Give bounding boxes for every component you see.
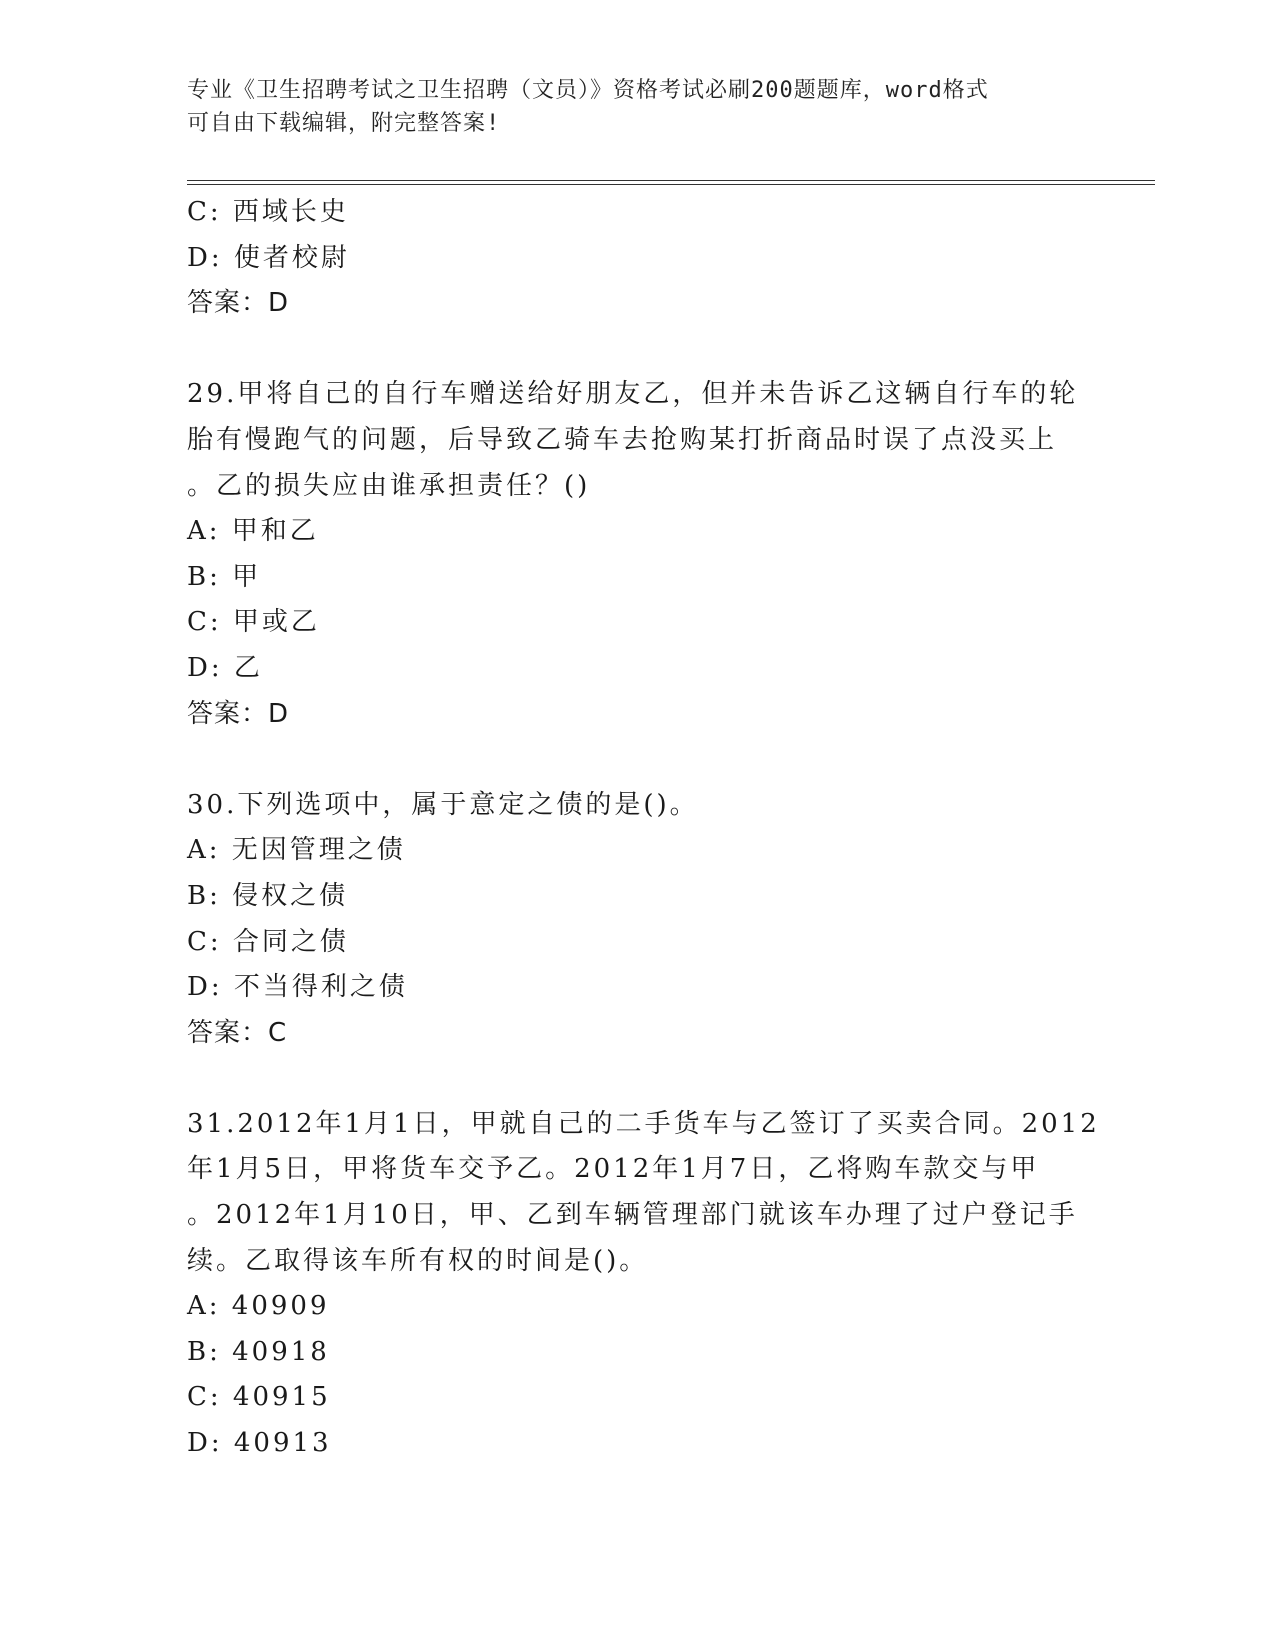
spacer: [187, 737, 1087, 783]
option-a: A: 40909: [187, 1291, 330, 1322]
header-line-1: 专业《卫生招聘考试之卫生招聘（文员）》资格考试必刷200题题库，word格式: [187, 78, 989, 103]
option-c: C: 甲或乙: [187, 607, 320, 638]
option-b: B: 侵权之债: [187, 880, 349, 911]
answer-line: 答案：D: [187, 288, 290, 319]
header-rule-top: [187, 180, 1155, 181]
question-text-line: 30.下列选项中，属于意定之债的是()。: [187, 789, 699, 820]
question-text-line: 胎有慢跑气的问题，后导致乙骑车去抢购某打折商品时误了点没买上: [187, 424, 1058, 455]
spacer: [187, 1056, 1087, 1102]
question-text-line: 31.2012年1月1日，甲就自己的二手货车与乙签订了买卖合同。2012: [187, 1108, 1100, 1139]
option-c: C: 合同之债: [187, 926, 349, 957]
option-c: C: 40915: [187, 1382, 331, 1413]
question-28-tail: [187, 190, 1087, 327]
question-text-line: 29.甲将自己的自行车赠送给好朋友乙，但并未告诉乙这辆自行车的轮: [187, 379, 1079, 410]
option-d: D: 使者校尉: [187, 242, 350, 273]
option-d: D: 不当得利之债: [187, 972, 408, 1003]
header-line-2: 可自由下载编辑，附完整答案!: [187, 111, 501, 136]
header-rule-bottom: [187, 184, 1155, 185]
question-31: [187, 1102, 1100, 1467]
question-text-line: 。2012年1月10日，甲、乙到车辆管理部门就该车办理了过户登记手: [187, 1200, 1078, 1231]
spacer: [187, 327, 1087, 373]
page-header: [187, 74, 1067, 140]
answer-line: 答案：D: [187, 698, 290, 729]
option-a: A: 无因管理之债: [187, 835, 406, 866]
option-d: D: 40913: [187, 1428, 332, 1459]
question-30: [187, 783, 1087, 1057]
question-list: [187, 190, 1100, 1467]
option-d: D: 乙: [187, 652, 263, 683]
option-c: C: 西域长史: [187, 197, 349, 227]
question-text-line: 年1月5日，甲将货车交予乙。2012年1月7日，乙将购车款交与甲: [187, 1154, 1040, 1185]
option-b: B: 甲: [187, 561, 262, 592]
answer-line: 答案：C: [187, 1017, 288, 1048]
option-b: B: 40918: [187, 1336, 330, 1367]
question-text-line: 。乙的损失应由谁承担责任？(): [187, 470, 591, 501]
option-a: A: 甲和乙: [187, 516, 319, 547]
question-29: [187, 372, 1087, 737]
question-text-line: 续。乙取得该车所有权的时间是()。: [187, 1245, 649, 1276]
